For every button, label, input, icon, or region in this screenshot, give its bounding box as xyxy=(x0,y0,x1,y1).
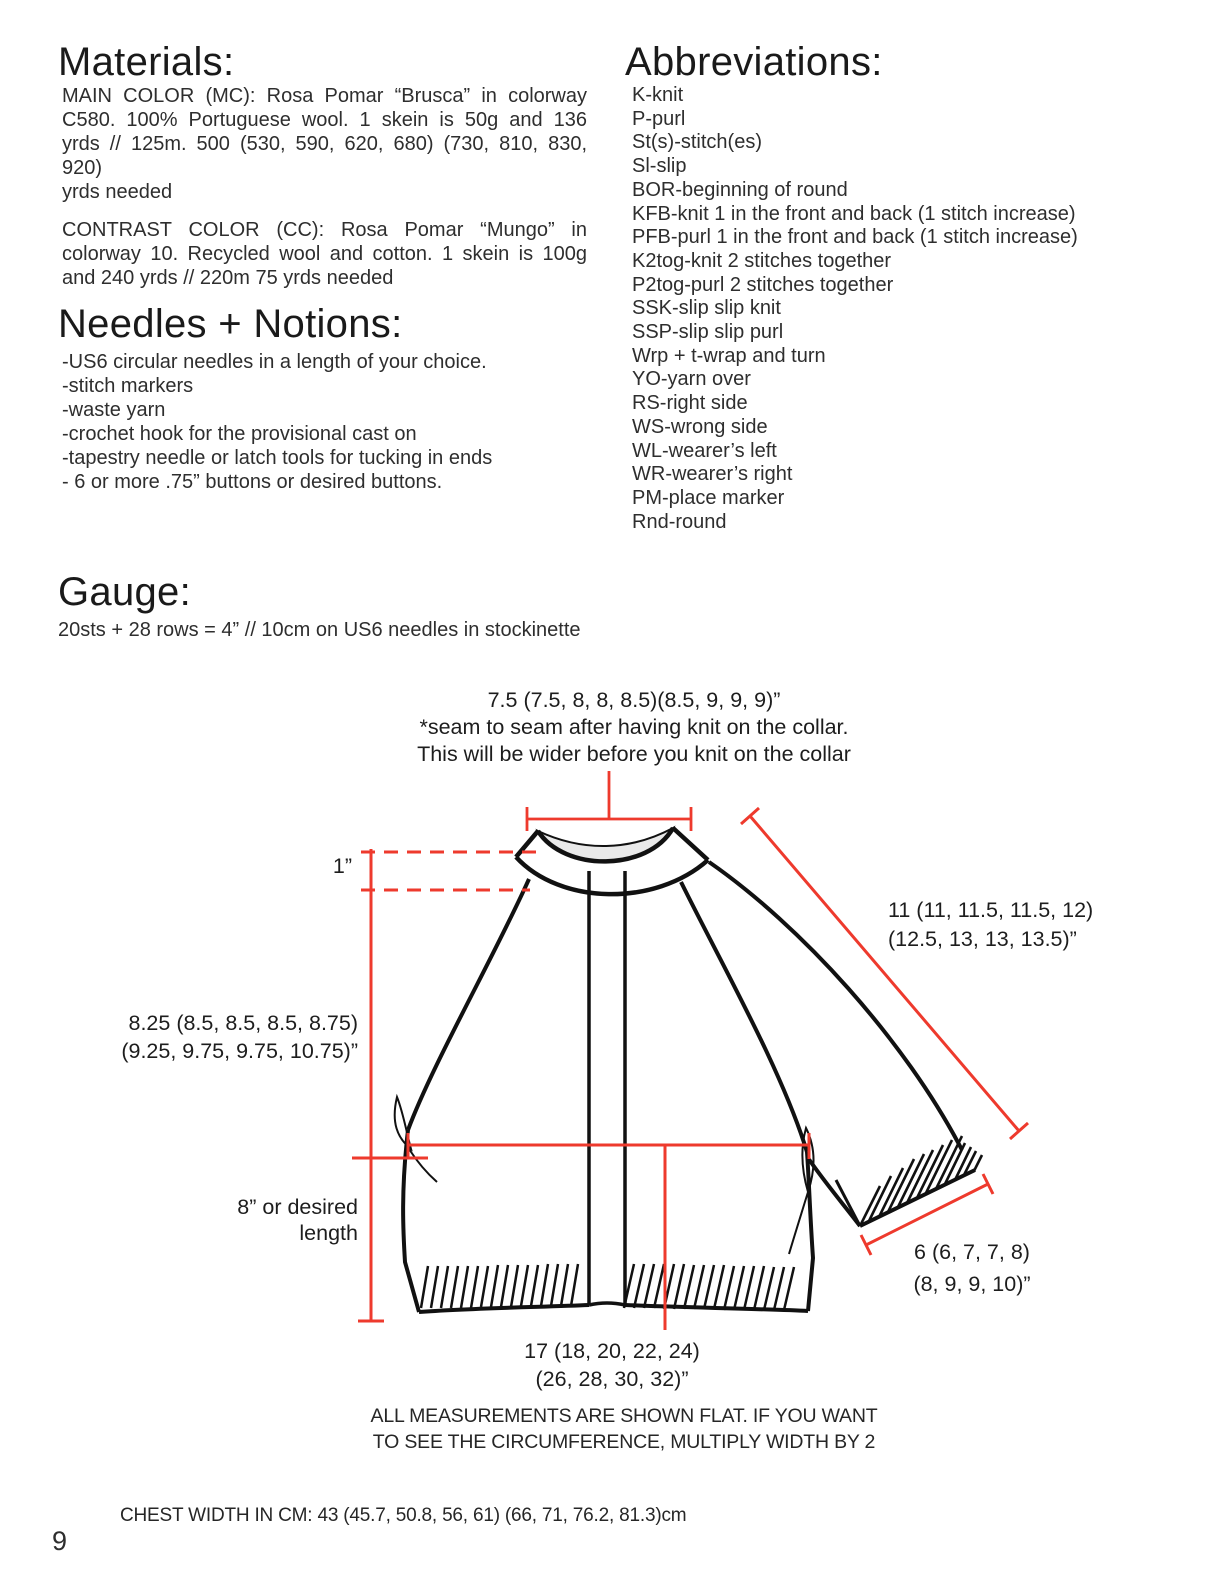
text-line: -tapestry needle or latch tools for tucking in ends xyxy=(62,447,493,469)
text-line: P2tog-purl 2 stitches together xyxy=(632,273,894,296)
hem-width-line2: (26, 28, 30, 32)” xyxy=(535,1367,689,1391)
collar-inner-shade xyxy=(538,828,673,861)
text-line: -waste yarn xyxy=(62,399,166,421)
gauge-text: 20sts + 28 rows = 4” // 10cm on US6 needles in stockinette xyxy=(58,619,581,641)
text-line: K-knit xyxy=(632,84,684,106)
text-line: -crochet hook for the provisional cast on xyxy=(62,423,417,445)
body-length-label xyxy=(180,1194,358,1246)
text-line: yrds // 125m. 500 (530, 590, 620, 680) (730, 810, 830, 920) xyxy=(62,133,587,179)
hem-ribbing-left xyxy=(421,1264,578,1308)
cuff-width-line2: (8, 9, 9, 10)” xyxy=(913,1272,1031,1296)
collar-note-line1: *seam to seam after having knit on the collar. xyxy=(419,715,849,739)
sleeve-length-label xyxy=(888,896,1093,954)
text-line: -stitch markers xyxy=(62,375,194,397)
cuff-width-label xyxy=(872,1236,1072,1300)
flat-measurements-note-line2: TO SEE THE CIRCUMFERENCE, MULTIPLY WIDTH BY 2 xyxy=(372,1431,876,1453)
text-line: KFB-knit 1 in the front and back (1 stitch increase) xyxy=(632,202,1076,225)
text-line: P-purl xyxy=(632,107,686,130)
gauge-heading: Gauge: xyxy=(58,570,192,614)
text-line: WL-wearer’s left xyxy=(632,439,777,462)
text-line: K2tog-knit 2 stitches together xyxy=(632,249,892,272)
text-line: PM-place marker xyxy=(632,486,785,509)
collar-width-label xyxy=(284,687,984,768)
flat-measurements-note xyxy=(322,1403,926,1455)
text-line: MAIN COLOR (MC): Rosa Pomar “Brusca” in colorway xyxy=(62,85,587,107)
collar-height-dashes xyxy=(361,852,537,890)
text-line: Wrp + t-wrap and turn xyxy=(632,344,826,367)
text-line: BOR-beginning of round xyxy=(632,178,848,201)
collar-note-line2: This will be wider before you knit on the collar xyxy=(417,742,851,766)
collar-width-dimension xyxy=(527,771,691,831)
text-line: Rnd-round xyxy=(632,510,727,533)
hem-width-label xyxy=(460,1337,764,1393)
text-line: SSP-slip slip purl xyxy=(632,321,784,344)
button-band xyxy=(589,871,625,1305)
page-number: 9 xyxy=(52,1526,68,1556)
collar-height-label: 1” xyxy=(332,854,352,878)
text-line: CONTRAST COLOR (CC): Rosa Pomar “Mungo” in xyxy=(62,219,587,241)
text-line: WR-wearer’s right xyxy=(632,463,793,486)
text-line: RS-right side xyxy=(632,392,748,415)
chest-width-cm: CHEST WIDTH IN CM: 43 (45.7, 50.8, 56, 61) (66, 71, 76.2, 81.3)cm xyxy=(120,1505,687,1526)
flat-measurements-note-line1: ALL MEASUREMENTS ARE SHOWN FLAT. IF YOU WANT xyxy=(370,1405,878,1427)
text-line: colorway 10. Recycled wool and cotton. 1 skein is 100g xyxy=(62,243,587,265)
sleeve-length-line1: 11 (11, 11.5, 11.5, 12) xyxy=(888,898,1094,922)
yoke-depth-line2: (9.25, 9.75, 9.75, 10.75)” xyxy=(121,1039,358,1063)
text-line: YO-yarn over xyxy=(632,368,751,391)
text-line: - 6 or more .75” buttons or desired buttons. xyxy=(62,471,443,493)
cuff-ribbing xyxy=(860,1136,982,1226)
body-outline xyxy=(403,879,813,1312)
sleeve-length-line2: (12.5, 13, 13, 13.5)” xyxy=(888,927,1077,951)
text-line: St(s)-stitch(es) xyxy=(632,131,762,154)
text-line: yrds needed xyxy=(62,181,173,203)
body-length-line2: length xyxy=(299,1221,358,1245)
text-line: WS-wrong side xyxy=(632,415,768,438)
abbreviations-heading: Abbreviations: xyxy=(625,40,883,84)
text-line: C580. 100% Portuguese wool. 1 skein is 50g and 136 xyxy=(62,109,587,131)
text-line: Sl-slip xyxy=(632,155,687,178)
cuff-width-line1: 6 (6, 7, 7, 8) xyxy=(914,1240,1030,1264)
body-length-line1: 8” or desired xyxy=(237,1195,358,1219)
length-dimension-line xyxy=(352,849,428,1321)
hem-ribbing-right xyxy=(624,1264,794,1310)
yoke-depth-line1: 8.25 (8.5, 8.5, 8.5, 8.75) xyxy=(128,1011,358,1035)
materials-heading: Materials: xyxy=(58,40,235,84)
text-line: PFB-purl 1 in the front and back (1 stitch increase) xyxy=(632,226,1078,249)
hem-width-line1: 17 (18, 20, 22, 24) xyxy=(524,1339,700,1363)
collar-width-value: 7.5 (7.5, 8, 8, 8.5)(8.5, 9, 9, 9)” xyxy=(487,688,781,712)
chest-width-dimension xyxy=(408,1133,809,1330)
text-line: SSK-slip slip knit xyxy=(632,297,781,320)
yoke-depth-label xyxy=(100,1009,358,1065)
needles-notions-heading: Needles + Notions: xyxy=(58,302,403,346)
text-line: -US6 circular needles in a length of your choice. xyxy=(62,351,487,373)
text-line: and 240 yrds // 220m 75 yrds needed xyxy=(62,267,394,289)
